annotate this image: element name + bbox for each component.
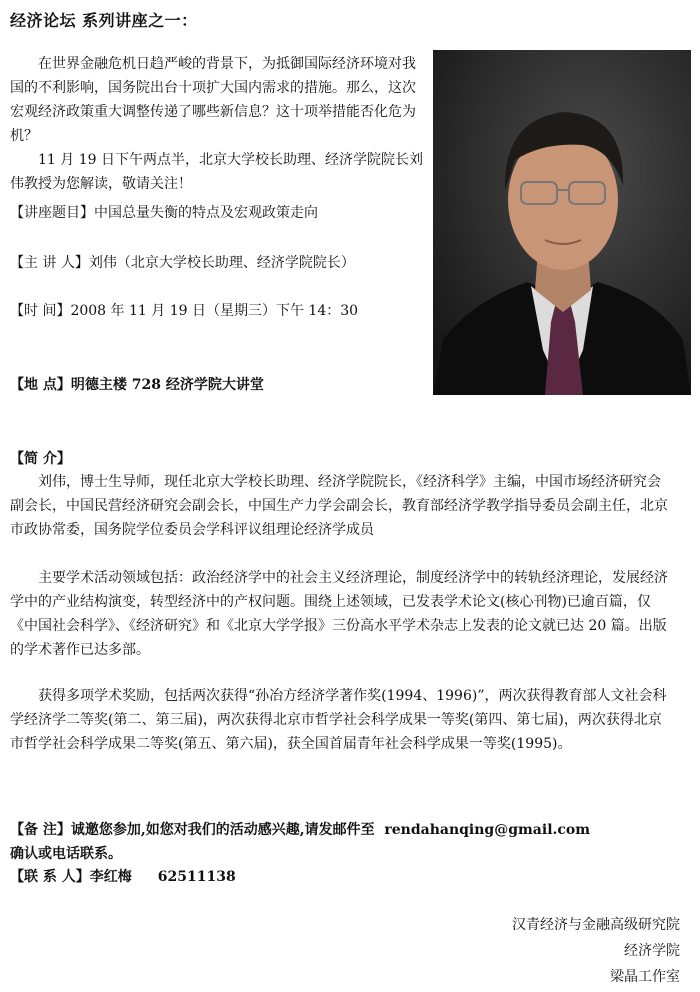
- time-label: 【时 间】: [10, 303, 71, 319]
- bio-paragraph-1: 刘伟，博士生导师，现任北京大学校长助理、经济学院院长，《经济科学》主编，中国市场经济研究会副会长，中国民营经济研究会副会长，中国生产力学会副会长，教育部经济学教学指导委员会副主任，北京市政协常委，国务院学位委员会学科评议组理论经济学成员: [10, 474, 668, 538]
- notes-section: [10, 818, 680, 866]
- speaker-portrait-illustration: [433, 50, 691, 395]
- location-label: 【地 点】: [10, 377, 71, 393]
- speaker-value: 刘伟（北京大学校长助理、经济学院院长）: [88, 255, 355, 271]
- notes-label: 【备 注】: [10, 822, 71, 838]
- bio-paragraph-3: 获得多项学术奖励，包括两次获得“孙冶方经济学著作奖(1994、1996)”，两次获得教育部人文社会科学经济学二等奖(第二、第三届)，两次获得北京市哲学社会科学成果一等奖(第四、第七届)，两次获得北京市哲学社会科学成果二等奖(第五、第六届)，获全国首届青年社会科学成果一等奖(1995)。: [10, 688, 667, 752]
- email-link[interactable]: rendahanqing@gmail.com: [384, 822, 591, 838]
- speaker-photo: [433, 50, 691, 395]
- speaker-line: [10, 252, 355, 272]
- time-line: [10, 300, 358, 320]
- speaker-label: 【主 讲 人】: [10, 255, 89, 271]
- notes-text: 诚邀您参加,如您对我们的活动感兴趣,请发邮件至: [70, 822, 375, 838]
- notes-text-2: 确认或电话联系。: [10, 846, 122, 862]
- time-value: 2008 年 11 月 19 日（星期三）下午 14：30: [70, 303, 359, 319]
- topic-value: 中国总量失衡的特点及宏观政策走向: [94, 205, 318, 221]
- location-line: [10, 374, 264, 394]
- intro-paragraph-2: 11 月 19 日下午两点半，北京大学校长助理、经济学院院长刘伟教授为您解读，敬请关注！: [10, 152, 423, 192]
- contact-phone: 62511138: [157, 869, 236, 885]
- location-value: 明德主楼 728 经济学院大讲堂: [70, 377, 264, 393]
- organizer-1: 汉青经济与金融高级研究院: [512, 917, 680, 933]
- organizer-3: 梁晶工作室: [610, 969, 680, 985]
- bio-label: 【简 介】: [10, 451, 71, 467]
- page-title: 经济论坛 系列讲座之一：: [10, 11, 198, 30]
- bio-paragraph-2: 主要学术活动领域包括：政治经济学中的社会主义经济理论，制度经济学中的转轨经济理论，发展经济学中的产业结构演变，转型经济中的产权问题。围绕上述领域，已发表学术论文(核心刊物)已逾百篇，仅《中国社会科学》、《经济研究》和《北京大学学报》三份高水平学术杂志上发表的论文就已达 20 篇。出版的学术著作已达多部。: [10, 570, 668, 658]
- topic-line: [10, 202, 318, 222]
- intro-section: [10, 52, 424, 196]
- contact-label: 【联 系 人】: [10, 869, 90, 885]
- intro-paragraph-1: 在世界金融危机日趋严峻的背景下，为抵御国际经济环境对我国的不利影响，国务院出台十项扩大国内需求的措施。那么，这次宏观经济政策重大调整传递了哪些新信息？这十项举措能否化危为机？: [10, 56, 416, 144]
- topic-label: 【讲座题目】: [10, 205, 94, 221]
- contact-name: 李红梅: [89, 869, 132, 885]
- organizer-2: 经济学院: [624, 943, 680, 959]
- contact-line: [10, 866, 236, 886]
